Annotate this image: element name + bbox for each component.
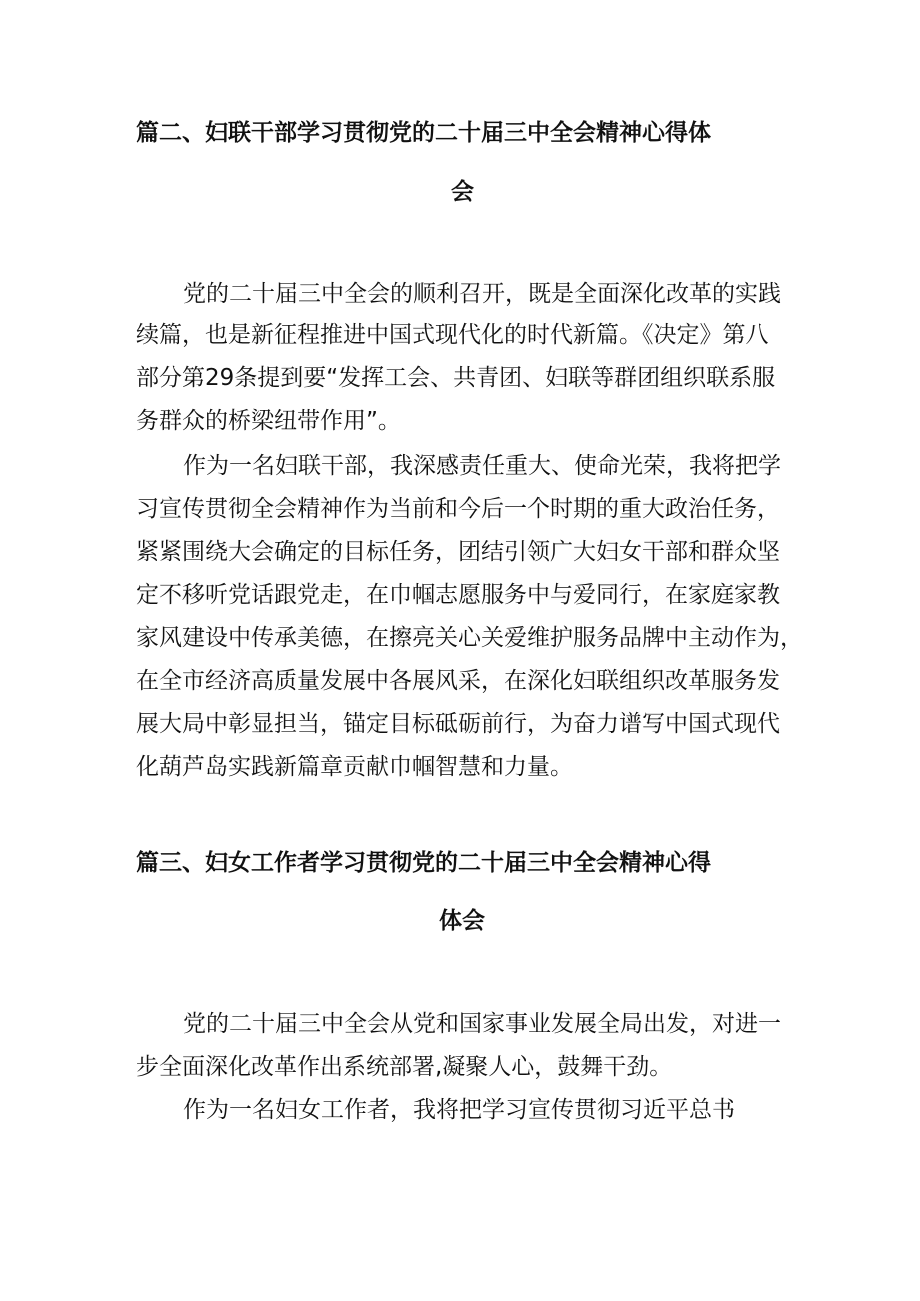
- section-3-heading-line-2: 体会: [439, 908, 485, 934]
- body-line: 家风建设中传承美德，在擦亮关心关爱维护服务品牌中主动作为，: [136, 625, 803, 651]
- section-2-heading-line-1: 篇二、妇联干部学习贯彻党的二十届三中全会精神心得体: [136, 120, 711, 146]
- body-line: 务群众的桥梁纽带作用”。: [136, 408, 401, 434]
- section-3-heading-line-1: 篇三、妇女工作者学习贯彻党的二十届三中全会精神心得: [136, 850, 711, 876]
- body-line: 紧紧围绕大会确定的目标任务，团结引领广大妇女干部和群众坚: [136, 539, 780, 565]
- body-line: 作为一名妇联干部，我深感责任重大、使命光荣，我将把学: [183, 453, 781, 479]
- body-line: 作为一名妇女工作者，我将把学习宣传贯彻习近平总书: [183, 1097, 735, 1123]
- section-2-heading-line-2: 会: [451, 179, 474, 205]
- body-line: 定不移听党话跟党走，在巾帼志愿服务中与爱同行，在家庭家教: [136, 582, 780, 608]
- body-line: 党的二十届三中全会从党和国家事业发展全局出发，对进一: [183, 1011, 781, 1037]
- body-line: 展大局中彰显担当，锚定目标砥砺前行，为奋力谱写中国式现代: [136, 711, 780, 737]
- body-line: 党的二十届三中全会的顺利召开，既是全面深化改革的实践: [183, 281, 781, 307]
- body-line: 续篇，也是新征程推进中国式现代化的时代新篇。《决定》第八: [136, 322, 769, 348]
- body-line: 习宣传贯彻全会精神作为当前和今后一个时期的重大政治任务，: [136, 496, 780, 522]
- body-line: 化葫芦岛实践新篇章贡献巾帼智慧和力量。: [136, 754, 573, 780]
- body-line: 在全市经济高质量发展中各展风采，在深化妇联组织改革服务发: [136, 668, 780, 694]
- body-line: 部分第29条提到要“发挥工会、共青团、妇联等群团组织联系服: [136, 365, 776, 391]
- body-line: 步全面深化改革作出系统部署,凝聚人心，鼓舞干劲。: [136, 1054, 673, 1080]
